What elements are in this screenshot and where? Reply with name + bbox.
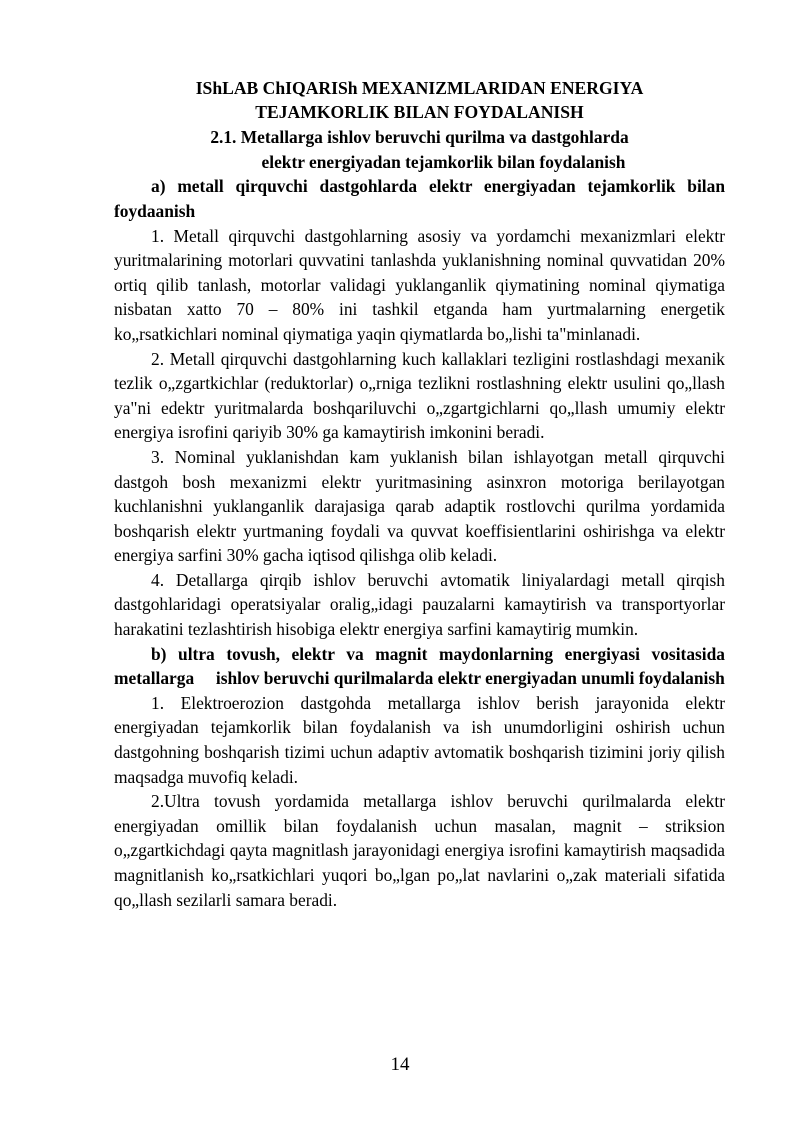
subsection-b-paragraph-2: 2.Ultra tovush yordamida metallarga ishlov beruvchi qurilmalarda elektr energiyadan omillik bilan foydalanish uchun masalan, magnit – striksion o„zgartkichdagi qayta magnitlash jarayonidagi energiya isrofini kamaytirish maqsadida magnitlanish ko„rsatkichlari yuqori bo„lgan po„lat navlarini o„zak materiali sifatida qo„llash sezilarli samara beradi. <box>114 791 725 910</box>
chapter-title <box>114 77 725 124</box>
section-title-line-2: elektr energiyadan tejamkorlik bilan foydalanish <box>261 151 626 172</box>
page-number: 14 <box>390 1054 410 1075</box>
subsection-a-paragraph-1: 1. Metall qirquvchi dastgohlarning asosiy va yordamchi mexanizmlari elektr yuritmalarining motorlari quvvatini tanlashda yuklanishning nominal quvvatidan 20% ortiq qilib tanlash, motorlar validagi yuklanganlik qiymatining nominal qiymatiga nisbatan xatto 70 – 80% ini tashkil etganda ham yurtmalarning energetik ko„rsatkichlari nominal qiymatiga yaqin qiymatlarda bo„lishi ta"minlanadi. <box>114 225 725 344</box>
section-title-line-1: 2.1. Metallarga ishlov beruvchi qurilma va dastgohlarda <box>210 127 629 148</box>
subsection-a-paragraph-4: 4. Detallarga qirqib ishlov beruvchi avtomatik liniyalardagi metall qirqish dastgohlaridagi operatsiyalar oralig„idagi pauzalarni kamaytirish va transportyorlar harakatini tezlashtirish hisobiga elektr energiya sarfini kamaytirig mumkin. <box>114 569 725 640</box>
subsection-b-heading: b) ultra tovush, elektr va magnit maydonlarning energiyasi vositasida metallarga ishlov beruvchi qurilmalarda elektr energiyadan unumli foydalanish <box>114 643 730 689</box>
chapter-title-line-2: TEJAMKORLIK BILAN FOYDALANISH <box>255 101 584 122</box>
subsection-a-paragraph-2: 2. Metall qirquvchi dastgohlarning kuch kallaklari tezligini rostlashdagi mexanik tezlik o„zgartkichlar (reduktorlar) o„rniga tezlikni rostlashning elektr usulini qo„llash ya"ni edektr yuritmalarda boshqariluvchi o„zgartgichlarni qo„llash umumiy elektr energiya isrofini qariyib 30% ga kamaytirish imkonini beradi. <box>114 348 725 443</box>
subsection-a-heading: a) metall qirquvchi dastgohlarda elektr energiyadan tejamkorlik bilan foydaanish <box>114 176 725 221</box>
chapter-title-line-1: IShLAB ChIQARISh MEXANIZMLARIDAN ENERGIYA <box>195 78 644 98</box>
page-content <box>114 77 730 912</box>
subsection-b-paragraph-1: 1. Elektroerozion dastgohda metallarga ishlov berish jarayonida elektr energiyadan tejamkorlik bilan foydalanish va ish unumdorligini oshirish uchun dastgohning boshqarish tizimi uchun adaptiv avtomatik boshqarish tizimini joriy qilish maqsadga muvofiq keladi. <box>114 692 725 787</box>
subsection-a-paragraph-3: 3. Nominal yuklanishdan kam yuklanish bilan ishlayotgan metall qirquvchi dastgoh bosh mexanizmi elektr yuritmasining asinxron motoriga berilayotgan kuchlanishni yuklanganlik darajasiga qarab adaptik rostlovchi qurilma yordamida boshqarish elektr yurtmaning foydali va quvvat koeffisientlarini oshirishga va elektr energiya sarfini 30% gacha iqtisod qilishga olib keladi. <box>114 446 725 566</box>
